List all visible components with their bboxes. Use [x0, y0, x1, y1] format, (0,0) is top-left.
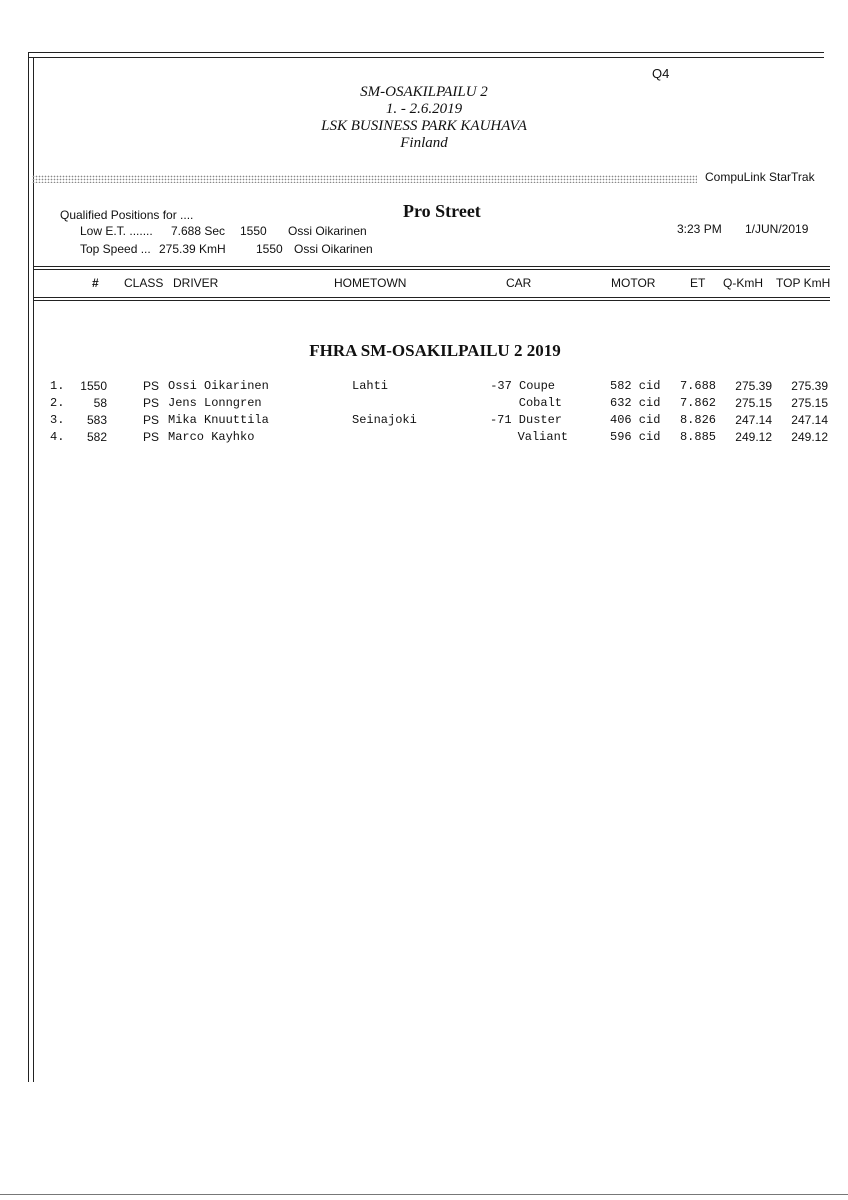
col-topkmh: TOP KmH — [776, 276, 831, 290]
report-date: 1/JUN/2019 — [745, 222, 809, 236]
left-border-outer — [28, 52, 29, 1082]
header-rule-bottom-1 — [33, 297, 830, 298]
motor: 406 cid — [610, 413, 661, 427]
col-qkmh: Q-KmH — [723, 276, 763, 290]
top-speed-label: Top Speed ... — [80, 242, 151, 256]
car-number: 582 — [86, 430, 107, 444]
top-speed-value: 275.39 KmH — [159, 242, 226, 256]
low-et-value: 7.688 Sec — [171, 224, 226, 238]
hometown: Lahti — [352, 379, 389, 393]
event-country: Finland — [400, 135, 448, 151]
et: 8.826 — [679, 413, 716, 427]
car-number: 1550 — [80, 379, 107, 393]
class: PS — [143, 413, 160, 427]
et: 7.688 — [679, 379, 716, 393]
motor: 632 cid — [610, 396, 661, 410]
class: PS — [143, 396, 160, 410]
car: -71 Duster — [489, 413, 562, 427]
driver: Jens Lonngren — [168, 396, 262, 410]
left-border-inner — [33, 57, 34, 1082]
qkmh: 275.39 — [735, 379, 772, 393]
top-speed-driver: Ossi Oikarinen — [294, 242, 373, 256]
car: -37 Coupe — [490, 379, 555, 393]
section-title: FHRA SM-OSAKILPAILU 2 2019 — [309, 341, 561, 360]
top-rule-1 — [28, 52, 824, 53]
class: PS — [143, 430, 160, 444]
system-name: CompuLink StarTrak — [705, 170, 815, 184]
report-time: 3:23 PM — [677, 222, 722, 236]
car: Valiant — [517, 430, 568, 444]
position: 3. — [50, 413, 65, 427]
low-et-label: Low E.T. ....... — [80, 224, 153, 238]
top-rule-2 — [28, 57, 824, 58]
col-driver: DRIVER — [173, 276, 219, 290]
low-et-driver: Ossi Oikarinen — [288, 224, 367, 238]
position: 4. — [50, 430, 65, 444]
hometown: Seinajoki — [352, 413, 417, 427]
topkmh: 247.14 — [791, 413, 828, 427]
header-rule-bottom-2 — [33, 300, 830, 301]
position: 2. — [50, 396, 65, 410]
class-title: Pro Street — [403, 201, 481, 221]
topkmh: 275.15 — [791, 396, 828, 410]
header-rule-top-2 — [33, 269, 830, 270]
driver: Ossi Oikarinen — [168, 379, 269, 393]
event-name: SM-OSAKILPAILU 2 — [360, 84, 488, 100]
et: 7.862 — [679, 396, 716, 410]
page-code: Q4 — [652, 66, 670, 81]
topkmh: 249.12 — [791, 430, 828, 444]
position: 1. — [50, 379, 65, 393]
col-motor: MOTOR — [611, 276, 656, 290]
top-speed-car-no: 1550 — [256, 242, 283, 256]
car-number: 58 — [93, 396, 107, 410]
et: 8.885 — [679, 430, 716, 444]
col-car: CAR — [506, 276, 532, 290]
header-rule-top-1 — [33, 266, 830, 267]
qkmh: 275.15 — [735, 396, 772, 410]
motor: 596 cid — [610, 430, 661, 444]
col-hometown: HOMETOWN — [334, 276, 407, 290]
col-number: # — [92, 276, 99, 290]
topkmh: 275.39 — [791, 379, 828, 393]
driver: Mika Knuuttila — [168, 413, 269, 427]
qkmh: 247.14 — [735, 413, 772, 427]
bottom-rule — [0, 1194, 848, 1195]
qualified-label: Qualified Positions for .... — [60, 208, 194, 222]
col-class: CLASS — [124, 276, 164, 290]
driver: Marco Kayhko — [168, 430, 255, 444]
class: PS — [143, 379, 160, 393]
event-dates: 1. - 2.6.2019 — [385, 101, 463, 117]
low-et-car-no: 1550 — [240, 224, 267, 238]
car: Cobalt — [518, 396, 562, 410]
dotted-band — [32, 175, 697, 183]
car-number: 583 — [86, 413, 107, 427]
qkmh: 249.12 — [735, 430, 772, 444]
col-et: ET — [690, 276, 706, 290]
motor: 582 cid — [610, 379, 661, 393]
event-venue: LSK BUSINESS PARK KAUHAVA — [321, 118, 527, 134]
